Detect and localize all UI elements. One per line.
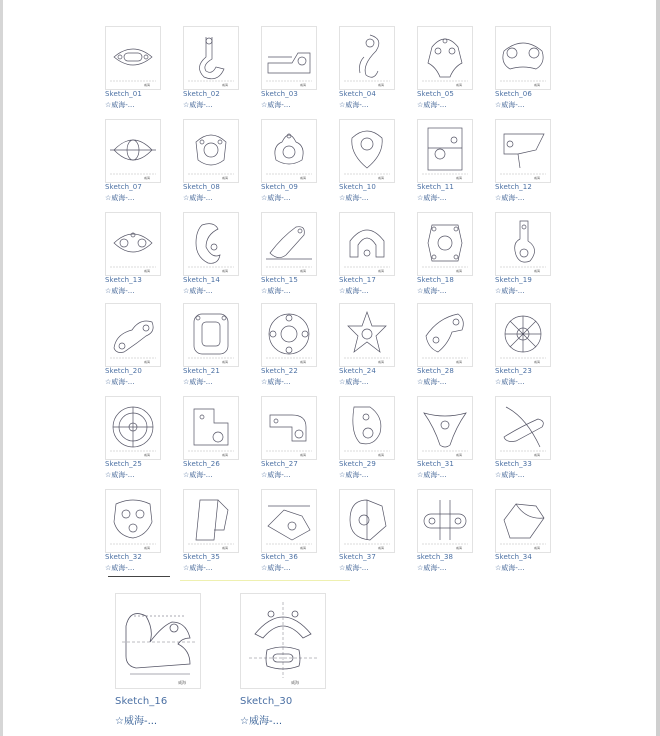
gallery-item-name: Sketch_32 — [105, 553, 142, 561]
svg-text:威海: 威海 — [144, 546, 151, 550]
sketch-thumbnail — [183, 212, 239, 276]
gallery-item[interactable] — [183, 396, 243, 486]
svg-text:威海: 威海 — [534, 83, 541, 87]
gallery-item-name: Sketch_17 — [339, 276, 376, 284]
gallery-item-name: Sketch_35 — [183, 553, 220, 561]
svg-text:威海: 威海 — [378, 176, 385, 180]
sketch-thumbnail — [105, 119, 161, 183]
gallery-item-name: Sketch_08 — [183, 183, 220, 191]
sketch-thumbnail — [417, 396, 473, 460]
sketch-thumbnail — [495, 119, 551, 183]
dragged-item-caption: ☆威海-... — [115, 716, 158, 727]
gallery-item-caption: ☆威海-... — [261, 194, 291, 202]
gallery-item-name: Sketch_21 — [183, 367, 220, 375]
gallery-item[interactable] — [183, 119, 243, 209]
sketch-thumbnail — [417, 212, 473, 276]
gallery-item-caption: ☆威海-... — [105, 471, 135, 479]
gallery-item[interactable] — [495, 119, 555, 209]
gallery-item[interactable] — [417, 119, 477, 209]
sketch-thumbnail — [417, 303, 473, 367]
sketch-thumbnail — [261, 303, 317, 367]
svg-text:威海: 威海 — [300, 269, 307, 273]
svg-text:威海: 威海 — [300, 546, 307, 550]
gallery-item-name: Sketch_03 — [261, 90, 298, 98]
sketch-thumbnail — [183, 303, 239, 367]
svg-text:威海: 威海 — [456, 83, 463, 87]
sketch-thumbnail — [495, 489, 551, 553]
sketch-thumbnail — [261, 119, 317, 183]
gallery-item-caption: ☆威海-... — [183, 564, 213, 572]
gallery-item-caption: ☆威海-... — [183, 471, 213, 479]
svg-text:威海: 威海 — [534, 269, 541, 273]
sketch-thumbnail — [417, 489, 473, 553]
dragged-item-name: Sketch_30 — [240, 696, 293, 707]
svg-text:威海: 威海 — [300, 360, 307, 364]
gallery-item[interactable] — [183, 212, 243, 302]
sketch-thumbnail — [183, 396, 239, 460]
gallery-item[interactable] — [495, 26, 555, 116]
sketch-thumbnail — [240, 593, 326, 689]
gallery-item[interactable] — [105, 26, 165, 116]
svg-text:威海: 威海 — [456, 453, 463, 457]
svg-text:威海: 威海 — [144, 83, 151, 87]
svg-text:威海: 威海 — [378, 546, 385, 550]
gallery-item-name: Sketch_15 — [261, 276, 298, 284]
svg-text:威海: 威海 — [178, 680, 186, 685]
gallery-item-caption: ☆威海-... — [417, 378, 447, 386]
sketch-thumbnail — [183, 26, 239, 90]
gallery-item-name: sketch_38 — [417, 553, 454, 561]
gallery-item-caption: ☆威海-... — [495, 378, 525, 386]
gallery-item-caption: ☆威海-... — [261, 564, 291, 572]
gallery-item[interactable] — [495, 396, 555, 486]
gallery-item-name: Sketch_07 — [105, 183, 142, 191]
gallery-item-name: Sketch_24 — [339, 367, 376, 375]
svg-text:威海: 威海 — [378, 83, 385, 87]
gallery-item[interactable] — [495, 489, 555, 579]
sketch-thumbnail — [105, 489, 161, 553]
svg-text:威海: 威海 — [456, 269, 463, 273]
gallery-item-caption: ☆威海-... — [261, 287, 291, 295]
gallery-item-name: Sketch_13 — [105, 276, 142, 284]
dragged-item-caption: ☆威海-... — [240, 716, 283, 727]
drag-divider-highlight — [180, 580, 350, 581]
gallery-item-caption: ☆威海-... — [495, 471, 525, 479]
gallery-item-caption: ☆威海-... — [339, 194, 369, 202]
gallery-item-name: Sketch_36 — [261, 553, 298, 561]
gallery-item-caption: ☆威海-... — [417, 564, 447, 572]
gallery-item-caption: ☆威海-... — [105, 194, 135, 202]
gallery-item-caption: ☆威海-... — [183, 194, 213, 202]
gallery-item-name: Sketch_29 — [339, 460, 376, 468]
svg-text:威海: 威海 — [534, 176, 541, 180]
gallery-item-name: Sketch_09 — [261, 183, 298, 191]
svg-text:威海: 威海 — [222, 83, 229, 87]
dragged-item-sketch-30[interactable] — [240, 593, 340, 728]
gallery-item-name: Sketch_12 — [495, 183, 532, 191]
gallery-item[interactable] — [495, 212, 555, 302]
gallery-item-name: Sketch_04 — [339, 90, 376, 98]
gallery-item[interactable] — [417, 303, 477, 393]
sketch-thumbnail — [261, 489, 317, 553]
gallery-item[interactable] — [183, 489, 243, 579]
svg-text:威海: 威海 — [456, 546, 463, 550]
svg-text:威海: 威海 — [222, 453, 229, 457]
gallery-item-name: Sketch_11 — [417, 183, 454, 191]
gallery-item[interactable] — [183, 303, 243, 393]
svg-text:威海: 威海 — [456, 360, 463, 364]
svg-text:威海: 威海 — [222, 546, 229, 550]
gallery-item-name: Sketch_25 — [105, 460, 142, 468]
gallery-item-caption: ☆威海-... — [183, 101, 213, 109]
sketch-thumbnail — [339, 396, 395, 460]
svg-text:威海: 威海 — [291, 680, 299, 685]
gallery-item[interactable] — [339, 489, 399, 579]
gallery-item-name: Sketch_10 — [339, 183, 376, 191]
gallery-item[interactable] — [417, 212, 477, 302]
gallery-item[interactable] — [261, 26, 321, 116]
svg-text:威海: 威海 — [300, 453, 307, 457]
gallery-item-caption: ☆威海-... — [261, 471, 291, 479]
gallery-item[interactable] — [417, 489, 477, 579]
gallery-item[interactable] — [261, 303, 321, 393]
gallery-item[interactable] — [339, 119, 399, 209]
gallery-item-caption: ☆威海-... — [417, 471, 447, 479]
gallery-item-name: Sketch_33 — [495, 460, 532, 468]
svg-text:威海: 威海 — [378, 269, 385, 273]
gallery-item-caption: ☆威海-... — [495, 287, 525, 295]
sketch-thumbnail — [339, 26, 395, 90]
gallery-item-caption: ☆威海-... — [183, 287, 213, 295]
sketch-thumbnail — [115, 593, 201, 689]
sketch-thumbnail — [261, 26, 317, 90]
gallery-item-name: Sketch_02 — [183, 90, 220, 98]
svg-text:威海: 威海 — [222, 176, 229, 180]
gallery-item-name: Sketch_01 — [105, 90, 142, 98]
svg-text:威海: 威海 — [378, 453, 385, 457]
gallery-item-caption: ☆威海-... — [417, 287, 447, 295]
gallery-item-name: Sketch_31 — [417, 460, 454, 468]
gallery-item[interactable] — [417, 26, 477, 116]
svg-text:威海: 威海 — [144, 360, 151, 364]
sketch-thumbnail — [417, 26, 473, 90]
drag-divider-dark — [108, 576, 170, 577]
sketch-thumbnail — [105, 396, 161, 460]
gallery-item[interactable] — [339, 396, 399, 486]
sketch-thumbnail — [261, 212, 317, 276]
gallery-item-name: Sketch_19 — [495, 276, 532, 284]
svg-text:威海: 威海 — [534, 453, 541, 457]
gallery-item[interactable] — [261, 489, 321, 579]
gallery-item-name: Sketch_34 — [495, 553, 532, 561]
gallery-item-caption: ☆威海-... — [105, 101, 135, 109]
sketch-thumbnail — [105, 303, 161, 367]
svg-text:威海: 威海 — [300, 83, 307, 87]
sketch-thumbnail — [105, 26, 161, 90]
gallery-item-caption: ☆威海-... — [417, 101, 447, 109]
gallery-item-name: Sketch_18 — [417, 276, 454, 284]
gallery-item-caption: ☆威海-... — [339, 378, 369, 386]
gallery-item-name: Sketch_26 — [183, 460, 220, 468]
gallery-item-caption: ☆威海-... — [105, 287, 135, 295]
svg-text:威海: 威海 — [456, 176, 463, 180]
dragged-item-name: Sketch_16 — [115, 696, 168, 707]
sketch-thumbnail — [495, 396, 551, 460]
gallery-item-caption: ☆威海-... — [495, 564, 525, 572]
gallery-item-caption: ☆威海-... — [183, 378, 213, 386]
sketch-thumbnail — [339, 303, 395, 367]
gallery-item-caption: ☆威海-... — [339, 564, 369, 572]
sketch-thumbnail — [495, 212, 551, 276]
sketch-thumbnail — [183, 489, 239, 553]
gallery-item-caption: ☆威海-... — [339, 471, 369, 479]
svg-text:威海: 威海 — [222, 360, 229, 364]
gallery-item[interactable] — [417, 396, 477, 486]
svg-text:威海: 威海 — [222, 269, 229, 273]
gallery-item[interactable] — [261, 119, 321, 209]
svg-text:威海: 威海 — [534, 360, 541, 364]
gallery-item[interactable] — [105, 489, 165, 579]
svg-text:威海: 威海 — [144, 176, 151, 180]
sketch-thumbnail — [183, 119, 239, 183]
gallery-item-caption: ☆威海-... — [105, 378, 135, 386]
gallery-item[interactable] — [339, 212, 399, 302]
gallery-item-name: Sketch_27 — [261, 460, 298, 468]
gallery-item[interactable] — [105, 396, 165, 486]
sketch-thumbnail — [495, 303, 551, 367]
gallery-item-caption: ☆威海-... — [261, 101, 291, 109]
svg-text:威海: 威海 — [378, 360, 385, 364]
gallery-item-caption: ☆威海-... — [495, 101, 525, 109]
sketch-thumbnail — [495, 26, 551, 90]
gallery-item-caption: ☆威海-... — [105, 564, 135, 572]
gallery-item[interactable] — [339, 26, 399, 116]
gallery-item[interactable] — [105, 212, 165, 302]
gallery-item[interactable] — [105, 303, 165, 393]
dragged-item-sketch-16[interactable] — [115, 593, 215, 728]
sketch-thumbnail — [105, 212, 161, 276]
gallery-item-name: Sketch_23 — [495, 367, 532, 375]
sketch-thumbnail — [339, 489, 395, 553]
svg-text:威海: 威海 — [534, 546, 541, 550]
svg-text:威海: 威海 — [300, 176, 307, 180]
sketch-thumbnail — [339, 119, 395, 183]
gallery-item-caption: ☆威海-... — [495, 194, 525, 202]
gallery-item-name: Sketch_05 — [417, 90, 454, 98]
gallery-item-name: Sketch_28 — [417, 367, 454, 375]
svg-text:威海: 威海 — [144, 453, 151, 457]
sketch-thumbnail — [261, 396, 317, 460]
gallery-item-caption: ☆威海-... — [417, 194, 447, 202]
gallery-item[interactable] — [339, 303, 399, 393]
gallery-item-name: Sketch_37 — [339, 553, 376, 561]
gallery-item-name: Sketch_14 — [183, 276, 220, 284]
gallery-item-name: Sketch_22 — [261, 367, 298, 375]
sketch-thumbnail — [417, 119, 473, 183]
sketch-thumbnail — [339, 212, 395, 276]
gallery-item[interactable] — [261, 396, 321, 486]
gallery-item-caption: ☆威海-... — [339, 287, 369, 295]
gallery-item[interactable] — [183, 26, 243, 116]
gallery-item-name: Sketch_20 — [105, 367, 142, 375]
gallery-item[interactable] — [495, 303, 555, 393]
gallery-item[interactable] — [261, 212, 321, 302]
gallery-item-caption: ☆威海-... — [339, 101, 369, 109]
gallery-item[interactable] — [105, 119, 165, 209]
gallery-item-name: Sketch_06 — [495, 90, 532, 98]
gallery-item-caption: ☆威海-... — [261, 378, 291, 386]
svg-text:威海: 威海 — [144, 269, 151, 273]
